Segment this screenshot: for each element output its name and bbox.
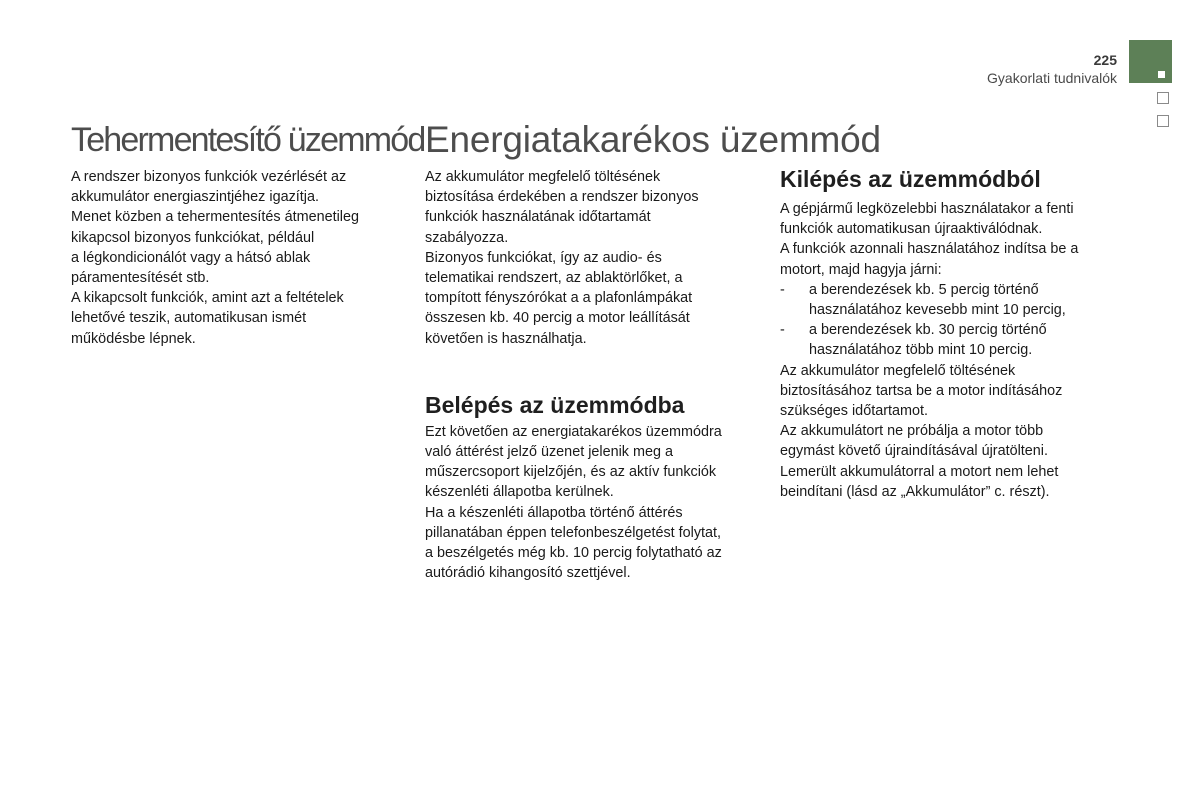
text-line: A kikapcsolt funkciók, amint azt a feltételek bbox=[71, 290, 344, 307]
text-line: akkumulátor energiaszintjéhez igazítja. bbox=[71, 189, 319, 206]
text-line: Bizonyos funkciókat, így az audio- és bbox=[425, 249, 662, 266]
text-line: autórádió kihangosító szettjével. bbox=[425, 565, 631, 582]
text-line: Az akkumulátor megfelelő töltésének bbox=[780, 362, 1016, 379]
subsection-title: Kilépés az üzemmódból bbox=[780, 166, 1041, 192]
text-line: Az akkumulátort ne próbálja a motor több bbox=[780, 423, 1044, 440]
bullet-dash: - bbox=[780, 281, 785, 298]
bullet-dash: - bbox=[780, 322, 785, 339]
column-exit-mode bbox=[780, 164, 1120, 502]
section-title: Energiatakarékos üzemmód bbox=[425, 119, 881, 160]
text-line: telematikai rendszert, az ablaktörlőket, a bbox=[425, 270, 683, 287]
text-line: használatához több mint 10 percig. bbox=[809, 342, 1033, 359]
text-line: összesen kb. 40 percig a motor leállítását bbox=[425, 310, 690, 327]
text-line: a berendezések kb. 5 percig történő bbox=[809, 281, 1039, 298]
column-load-shedding bbox=[71, 118, 425, 349]
text-line: Ha a készenléti állapotba történő áttérés bbox=[425, 504, 683, 521]
chapter-tab-inactive bbox=[1157, 115, 1169, 127]
text-line: egymást követő újraindításával újratölteni. bbox=[780, 443, 1048, 460]
text-line: műszercsoport kijelzőjén, és az aktív funkciók bbox=[425, 464, 717, 481]
chapter-tab-active bbox=[1129, 40, 1172, 83]
text-line: beindítani (lásd az „Akkumulátor” c. részt). bbox=[780, 483, 1050, 500]
text-line: funkciók automatikusan újraaktiválódnak. bbox=[780, 221, 1043, 238]
text-line: A gépjármű legközelebbi használatakor a fenti bbox=[780, 201, 1074, 217]
text-line: lehetővé teszik, automatikusan ismét bbox=[71, 310, 307, 327]
text-line: Ezt követően az energiatakarékos üzemmódra bbox=[425, 423, 722, 440]
text-line: funkciók használatának időtartamát bbox=[425, 209, 651, 226]
text-line: használatához kevesebb mint 10 percig, bbox=[809, 302, 1066, 319]
bullet-item bbox=[780, 320, 1120, 360]
subsection-title: Belépés az üzemmódba bbox=[425, 391, 685, 418]
text-line: tompított fényszórókat a a plafonlámpákat bbox=[425, 290, 693, 307]
text-line: pillanatában éppen telefonbeszélgetést folytat, bbox=[425, 524, 722, 541]
section-name: Gyakorlati tudnivalók bbox=[987, 70, 1117, 86]
text-line: A funkciók azonnali használatához indítsa be a bbox=[780, 241, 1079, 258]
text-line: a légkondicionálót vagy a hátsó ablak bbox=[71, 249, 311, 266]
text-line: a berendezések kb. 30 percig történő bbox=[809, 322, 1047, 339]
text-line: páramentesítését stb. bbox=[71, 270, 210, 287]
paragraph bbox=[780, 199, 1120, 502]
chapter-tab-marker bbox=[1158, 71, 1165, 78]
text-line: Menet közben a tehermentesítés átmenetileg bbox=[71, 209, 359, 226]
text-line: kikapcsol bizonyos funkciókat, például bbox=[71, 229, 315, 246]
text-line: Lemerült akkumulátorral a motort nem lehet bbox=[780, 463, 1059, 480]
page-number: 225 bbox=[1093, 52, 1117, 68]
paragraph bbox=[425, 422, 765, 584]
section-title: Tehermentesítő üzemmód bbox=[71, 121, 425, 159]
text-line: követően is használhatja. bbox=[425, 330, 587, 347]
text-line: a beszélgetés még kb. 10 percig folytatható az bbox=[425, 545, 722, 562]
text-line: készenléti állapotba kerülnek. bbox=[425, 484, 614, 501]
paragraph bbox=[425, 167, 765, 349]
text-line: biztosításához tartsa be a motor indításához bbox=[780, 382, 1063, 399]
bullet-item bbox=[780, 280, 1120, 320]
chapter-tab-inactive bbox=[1157, 92, 1169, 104]
text-line: szabályozza. bbox=[425, 229, 509, 246]
text-line: motort, majd hagyja járni: bbox=[780, 261, 942, 278]
text-line: biztosítása érdekében a rendszer bizonyos bbox=[425, 189, 699, 206]
text-line: A rendszer bizonyos funkciók vezérlését az bbox=[71, 169, 347, 185]
text-line: való áttérést jelző üzenet jelenik meg a bbox=[425, 444, 673, 461]
paragraph bbox=[71, 167, 411, 349]
text-line: működésbe lépnek. bbox=[71, 330, 196, 347]
text-line: szükséges időtartamot. bbox=[780, 403, 928, 420]
text-line: Az akkumulátor megfelelő töltésének bbox=[425, 169, 661, 185]
